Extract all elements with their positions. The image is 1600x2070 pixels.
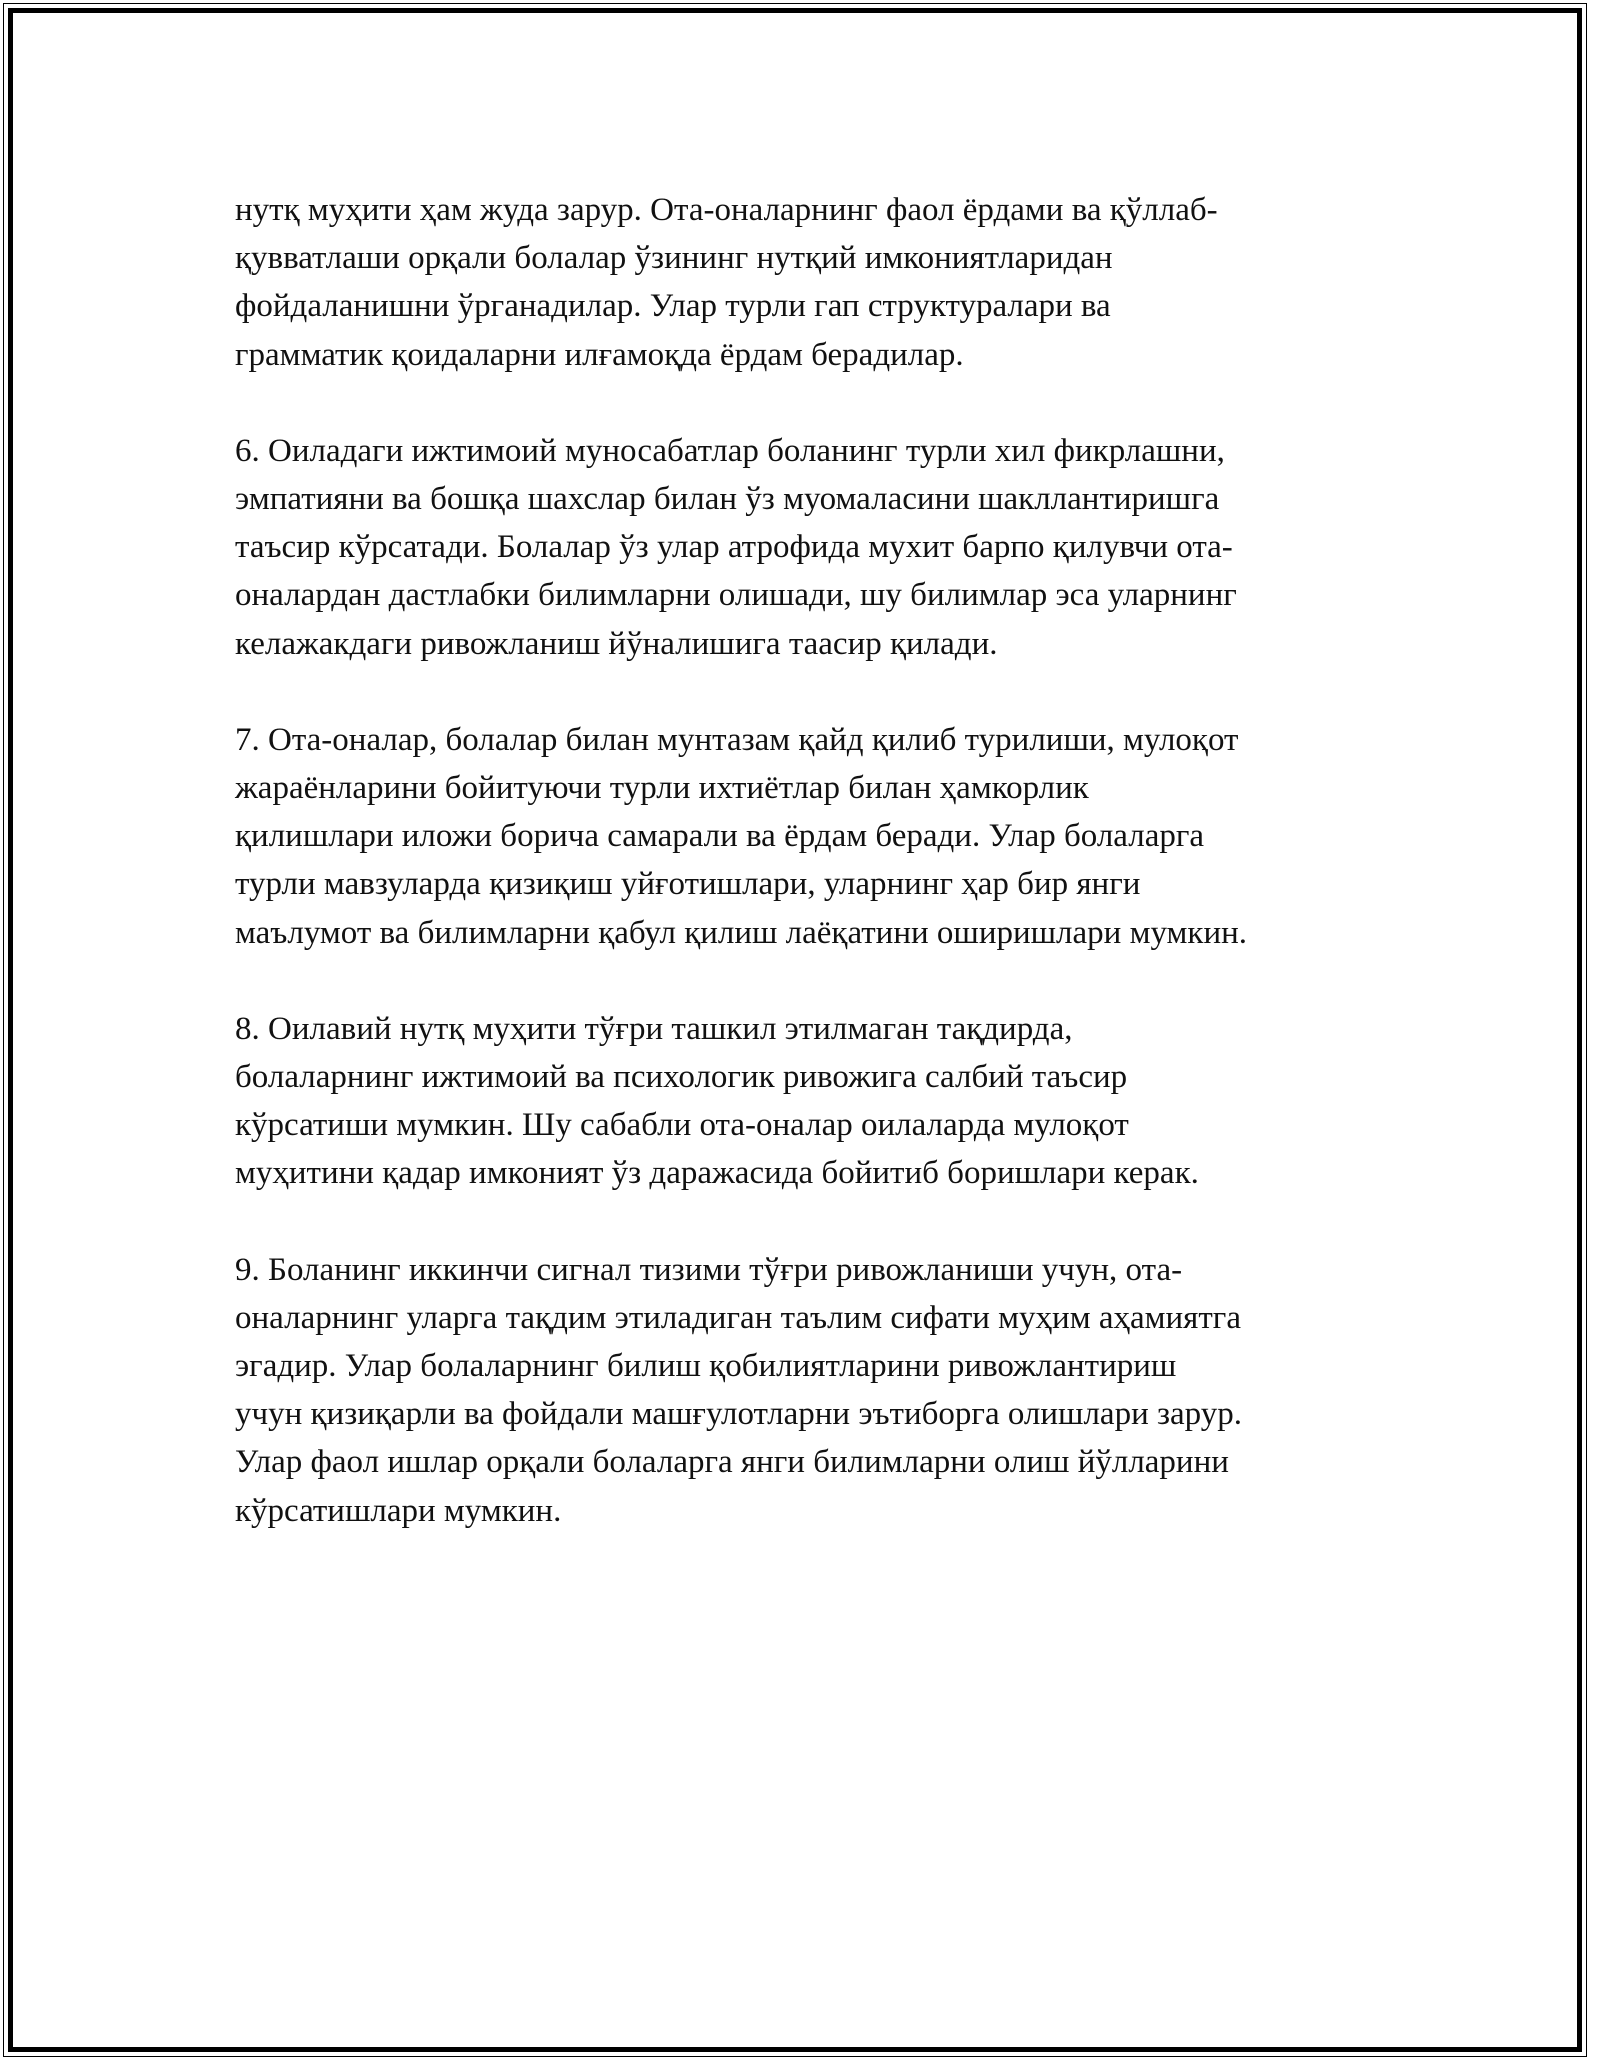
- text-line: болаларнинг ижтимоий ва психологик ривожига салбий таъсир: [235, 1059, 1128, 1096]
- text-line: фойдаланишни ўрганадилар. Улар турли гап структуралари ва: [235, 288, 1111, 325]
- paragraph-item-9: [235, 1246, 1385, 1535]
- text-line: грамматик қоидаларни илғамоқда ёрдам берадилар.: [235, 336, 964, 373]
- document-body: [235, 186, 1385, 1583]
- text-line: оналардан дастлабки билимларни олишади, шу билимлар эса уларнинг: [235, 577, 1237, 614]
- text-line: муҳитини қадар имконият ўз даражасида бойитиб боришлари керак.: [235, 1155, 1199, 1192]
- paragraph-item-8: [235, 1005, 1385, 1198]
- paragraph-continuation: [235, 186, 1385, 379]
- text-line: 9. Боланинг иккинчи сигнал тизими тўғри ривожланиши учун, ота-: [235, 1251, 1183, 1288]
- text-line: нутқ муҳити ҳам жуда зарур. Ота-оналарнинг фаол ёрдами ва қўллаб-: [235, 192, 1218, 228]
- text-line: жараёнларини бойитуючи турли ихтиётлар билан ҳамкорлик: [235, 770, 1089, 807]
- text-line: қилишлари иложи борича самарали ва ёрдам беради. Улар болаларга: [235, 818, 1205, 855]
- text-line: эгадир. Улар болаларнинг билиш қобилиятларини ривожлантириш: [235, 1348, 1177, 1385]
- text-line: турли мавзуларда қизиқиш уйғотишлари, уларнинг ҳар бир янги: [235, 866, 1141, 903]
- text-line: 6. Оиладаги ижтимоий муносабатлар боланинг турли хил фикрлашни,: [235, 432, 1225, 469]
- paragraph-item-7: [235, 716, 1385, 957]
- text-line: учун қизиқарли ва фойдали машғулотларни эътиборга олишлари зарур.: [235, 1396, 1242, 1433]
- text-line: кўрсатишлари мумкин.: [235, 1492, 562, 1529]
- text-line: 7. Ота-оналар, болалар билан мунтазам қайд қилиб турилиши, мулоқот: [235, 721, 1239, 758]
- text-line: оналарнинг уларга тақдим этиладиган таълим сифати муҳим аҳамиятга: [235, 1299, 1241, 1336]
- text-line: эмпатияни ва бошқа шахслар билан ўз муомаласини шакллантиришга: [235, 481, 1220, 518]
- text-line: келажакдаги ривожланиш йўналишига таасир қилади.: [235, 625, 998, 662]
- text-line: қувватлаши орқали болалар ўзининг нутқий имкониятларидан: [235, 240, 1113, 277]
- text-line: маълумот ва билимларни қабул қилиш лаёқатини оширишлари мумкин.: [235, 914, 1248, 951]
- paragraph-item-6: [235, 427, 1385, 668]
- text-line: таъсир кўрсатади. Болалар ўз улар атрофида мухит барпо қилувчи ота-: [235, 529, 1233, 566]
- text-line: Улар фаол ишлар орқали болаларга янги билимларни олиш йўлларини: [235, 1444, 1229, 1481]
- text-line: кўрсатиши мумкин. Шу сабабли ота-оналар оилаларда мулоқот: [235, 1107, 1129, 1144]
- text-line: 8. Оилавий нутқ муҳити тўғри ташкил этилмаган тақдирда,: [235, 1010, 1073, 1047]
